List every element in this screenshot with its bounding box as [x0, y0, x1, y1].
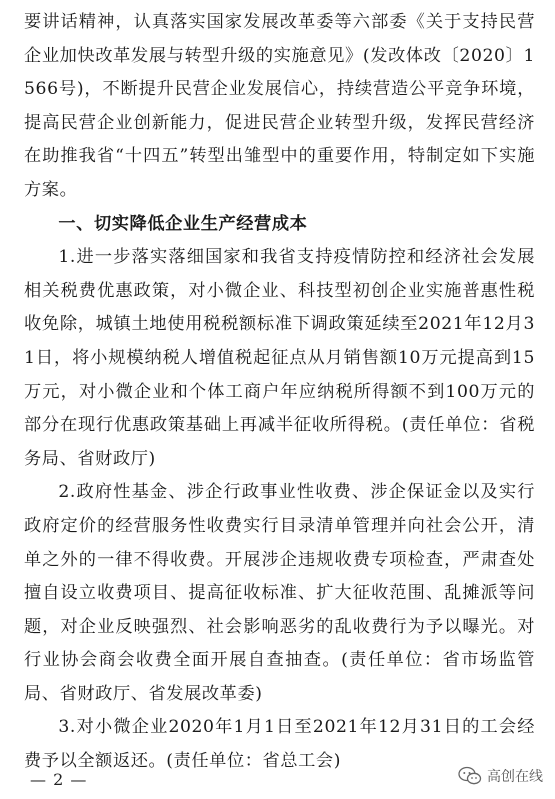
item-1-paragraph: 1.进一步落实落细国家和我省支持疫情防控和经济社会发展相关税费优惠政策，对小微企业、科技型初创企业实施普惠性税收免除，城镇土地使用税税额标准下调政策延续至2021年12月31日，将小规模纳税人增值税起征点从月销售额10万元提高到15万元，对小微企业和个体工商户年应纳税所得额不到100万元的部分在现行优惠政策基础上再减半征收所得税。(责任单位：省税务局、省财政厅) — [24, 247, 535, 469]
item-2-paragraph: 2.政府性基金、涉企行政事业性收费、涉企保证金以及实行政府定价的经营服务性收费实行目录清单管理并向社会公开，清单之外的一律不得收费。开展涉企违规收费专项检查，严肃查处擅自设立收费项目、提高征收标准、扩大征收范围、乱摊派等问题，对企业反映强烈、社会影响恶劣的乱收费行为予以曝光。对行业协会商会收费全面开展自查抽查。(责任单位：省市场监管局、省财政厅、省发展改革委) — [24, 482, 535, 704]
watermark-text: 高创在线 — [487, 769, 543, 785]
wechat-icon — [458, 766, 482, 786]
intro-paragraph: 要讲话精神，认真落实国家发展改革委等六部委《关于支持民营企业加快改革发展与转型升级的实施意见》(发改体改〔2020〕1566号)，不断提升民营企业发展信心，持续营造公平竞争环境，提高民营企业创新能力，促进民营企业转型升级，发挥民营经济在助推我省“十四五”转型出雏型中的重要作用，特制定如下实施方案。 — [24, 12, 535, 200]
section-heading: 一、切实降低企业生产经营成本 — [58, 213, 308, 234]
watermark — [458, 766, 543, 786]
page-number: — 2 — — [30, 770, 88, 789]
item-3-paragraph: 3.对小微企业2020年1月1日至2021年12月31日的工会经费予以全额返还。(责任单位：省总工会) — [24, 717, 535, 772]
